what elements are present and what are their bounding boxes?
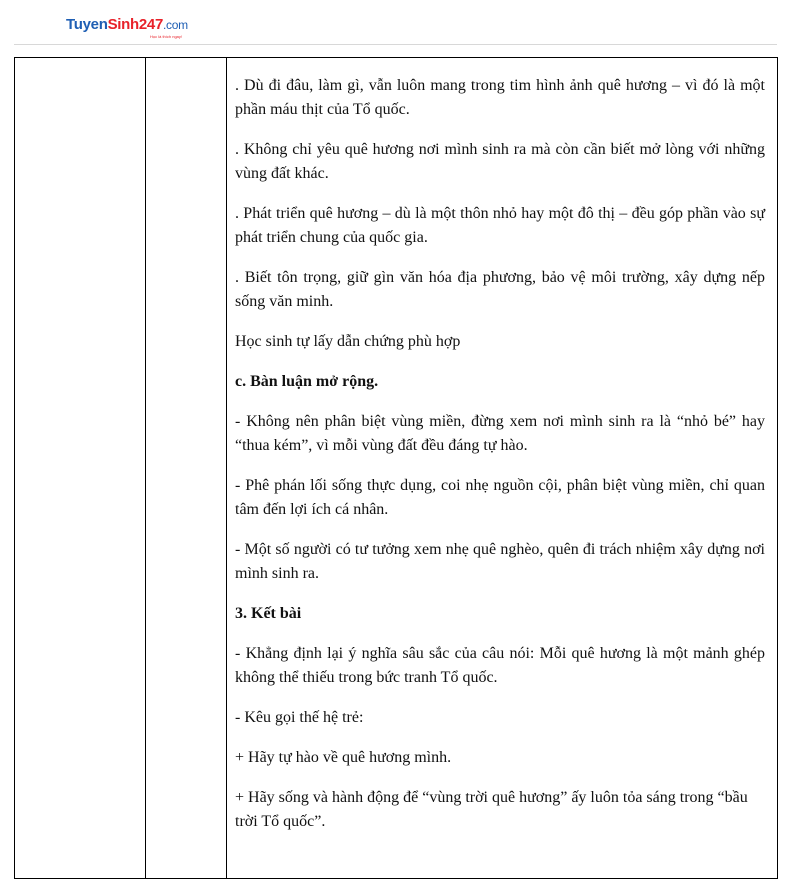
logo-text-sinh247: Sinh247 <box>107 16 163 33</box>
logo-text-tuyen: Tuyen <box>66 16 108 33</box>
content-table <box>14 57 778 879</box>
table-row <box>15 58 778 879</box>
paragraph: + Hãy sống và hành động để “vùng trời quê hương” ấy luôn tỏa sáng trong “bầu trời Tổ quốc”. <box>235 789 748 830</box>
paragraph: . Phát triển quê hương – dù là một thôn nhỏ hay một đô thị – đều góp phần vào sự phát triển chung của quốc gia. <box>235 205 765 246</box>
paragraph: . Biết tôn trọng, giữ gìn văn hóa địa phương, bảo vệ môi trường, xây dựng nếp sống văn minh. <box>235 269 765 310</box>
paragraph: - Kêu gọi thế hệ trẻ: <box>235 709 364 726</box>
logo-text-com: .com <box>163 18 188 32</box>
page-header <box>0 0 791 48</box>
paragraph: - Khẳng định lại ý nghĩa sâu sắc của câu nói: Mỗi quê hương là một mảnh ghép không thể thiếu trong bức tranh Tổ quốc. <box>235 645 765 686</box>
paragraph: . Dù đi đâu, làm gì, vẫn luôn mang trong tim hình ảnh quê hương – vì đó là một phần máu thịt của Tổ quốc. <box>235 77 765 118</box>
section-heading: c. Bàn luận mở rộng. <box>235 373 379 390</box>
table-cell-empty-1 <box>15 58 146 879</box>
table-cell-content <box>227 58 778 879</box>
header-divider <box>14 44 777 45</box>
logo-tagline: Học là thích ngay! <box>150 34 183 39</box>
paragraph: Học sinh tự lấy dẫn chứng phù hợp <box>235 333 461 350</box>
paragraph: - Không nên phân biệt vùng miền, đừng xem nơi mình sinh ra là “nhỏ bé” hay “thua kém”, vì mỗi vùng đất đều đáng tự hào. <box>235 413 765 454</box>
paragraph-list <box>235 74 765 834</box>
paragraph: - Phê phán lối sống thực dụng, coi nhẹ nguồn cội, phân biệt vùng miền, chỉ quan tâm đến lợi ích cá nhân. <box>235 477 765 518</box>
paragraph: - Một số người có tư tưởng xem nhẹ quê nghèo, quên đi trách nhiệm xây dựng nơi mình sinh ra. <box>235 541 765 582</box>
section-heading: 3. Kết bài <box>235 605 302 622</box>
paragraph: + Hãy tự hào về quê hương mình. <box>235 749 452 766</box>
paragraph: . Không chỉ yêu quê hương nơi mình sinh ra mà còn cần biết mở lòng với những vùng đất khác. <box>235 141 765 182</box>
table-cell-empty-2 <box>146 58 227 879</box>
site-logo[interactable] <box>66 16 188 34</box>
